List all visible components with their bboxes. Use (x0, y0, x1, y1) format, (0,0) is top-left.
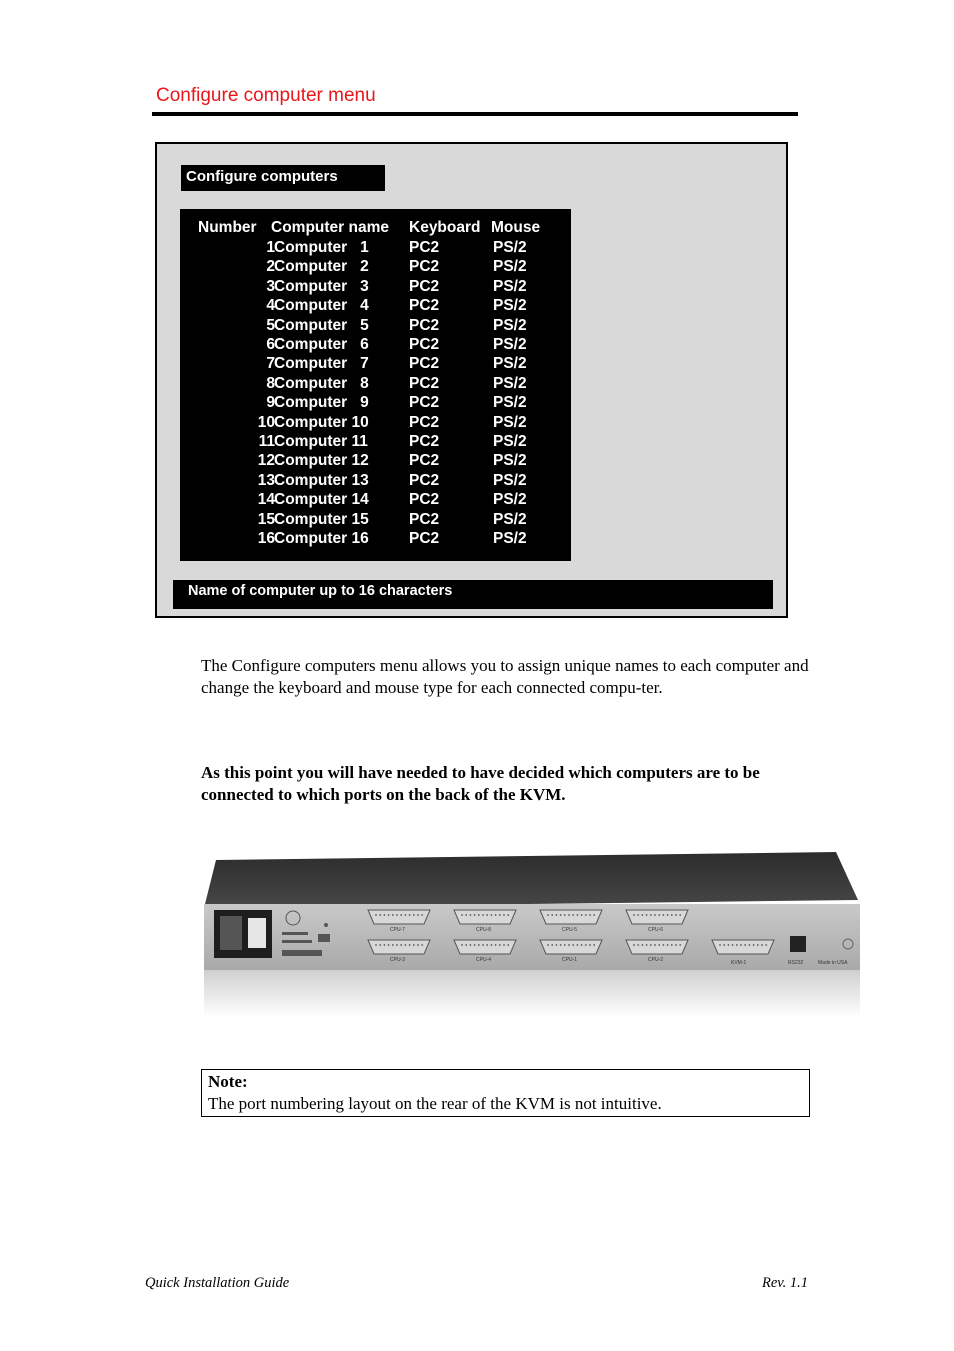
row-keyboard: PC2 (409, 433, 440, 450)
row-mouse: PS/2 (493, 258, 527, 276)
db25-port-icon (368, 910, 430, 924)
row-mouse: PS/2 (493, 413, 527, 431)
row-computer-name: Computer 1 (274, 239, 369, 256)
row-number: 3 (266, 277, 275, 295)
row-keyboard: PC2 (409, 530, 440, 547)
row-keyboard: PC2 (409, 258, 440, 276)
table-row (180, 433, 571, 452)
port-label: CPU-4 (476, 957, 492, 963)
row-mouse: PS/2 (493, 297, 527, 315)
row-computer-name: Computer 3 (274, 277, 369, 295)
row-computer-name: Computer 7 (274, 355, 369, 373)
row-keyboard: PC2 (409, 297, 440, 315)
table-row (180, 278, 571, 297)
row-computer-name: Computer 14 (274, 491, 369, 509)
db25-port-icon (454, 910, 516, 924)
row-number: 9 (266, 394, 275, 412)
row-keyboard: PC2 (409, 355, 440, 373)
port-label: CPU-3 (390, 957, 406, 963)
heading-rule (152, 112, 798, 116)
row-keyboard: PC2 (409, 471, 440, 489)
row-mouse: PS/2 (493, 530, 527, 547)
body-paragraph: The Configure computers menu allows you to assign unique names to each computer and change the keyboard and mouse type for each connected compu-ter. (201, 656, 809, 697)
row-mouse: PS/2 (493, 394, 527, 412)
row-keyboard: PC2 (409, 336, 440, 353)
db25-port-icon (626, 940, 688, 954)
row-mouse: PS/2 (493, 433, 527, 450)
row-keyboard: PC2 (409, 239, 440, 256)
note-text: The port numbering layout on the rear of the KVM is not intuitive. (208, 1094, 662, 1113)
row-keyboard: PC2 (409, 413, 440, 431)
row-number: 1 (266, 239, 275, 256)
status-bar: Name of computer up to 16 characters (173, 580, 773, 609)
table-row (180, 375, 571, 394)
db25-port-icon (626, 910, 688, 924)
rs232-jack-icon (790, 936, 806, 952)
table-row (180, 530, 571, 549)
row-mouse: PS/2 (493, 239, 527, 256)
table-row (180, 491, 571, 510)
port-label: CPU-8 (476, 927, 492, 933)
row-computer-name: Computer 5 (274, 316, 369, 334)
row-keyboard: PC2 (409, 452, 440, 470)
port-label: CPU-7 (390, 927, 406, 933)
db25-port-icon (712, 940, 774, 954)
header-mouse: Mouse (491, 219, 541, 236)
row-computer-name: Computer 11 (274, 433, 368, 450)
port-label: CPU-5 (562, 927, 578, 933)
table-row (180, 511, 571, 530)
table-row (180, 414, 571, 433)
row-keyboard: PC2 (409, 510, 440, 528)
menu-title: Configure computers (181, 165, 385, 191)
header-keyboard: Keyboard (409, 219, 481, 236)
header-computer-name: Computer name (271, 219, 389, 236)
row-computer-name: Computer 15 (274, 510, 369, 528)
row-keyboard: PC2 (409, 316, 440, 334)
row-number: 14 (257, 491, 275, 509)
power-module-icon (214, 910, 272, 958)
header-number: Number (198, 219, 257, 236)
table-row (180, 239, 571, 258)
row-computer-name: Computer 16 (274, 530, 369, 547)
row-mouse: PS/2 (493, 374, 527, 392)
table-row (180, 336, 571, 355)
row-computer-name: Computer 8 (274, 374, 369, 392)
row-computer-name: Computer 13 (274, 471, 369, 489)
footer-title: Quick Installation Guide (145, 1275, 290, 1291)
table-row (180, 297, 571, 316)
note-box (201, 1069, 810, 1117)
row-number: 4 (266, 297, 275, 315)
row-number: 15 (257, 510, 275, 528)
row-number: 5 (266, 316, 275, 334)
table-row (180, 472, 571, 491)
kvm-rear-photo (196, 848, 864, 1028)
row-number: 10 (257, 413, 275, 431)
row-computer-name: Computer 12 (274, 452, 369, 470)
table-row (180, 355, 571, 374)
row-number: 2 (266, 258, 275, 276)
table-row (180, 452, 571, 471)
row-mouse: PS/2 (493, 510, 527, 528)
row-mouse: PS/2 (493, 277, 527, 295)
section-heading: Configure computer menu (156, 85, 376, 106)
made-in-label: Made in USA (818, 960, 848, 966)
row-number: 8 (266, 374, 275, 392)
db25-port-icon (368, 940, 430, 954)
row-keyboard: PC2 (409, 277, 440, 295)
row-computer-name: Computer 4 (274, 297, 369, 315)
row-number: 6 (266, 336, 275, 353)
row-keyboard: PC2 (409, 491, 440, 509)
row-number: 7 (266, 355, 275, 373)
row-number: 13 (257, 471, 275, 489)
row-mouse: PS/2 (493, 336, 527, 353)
row-keyboard: PC2 (409, 374, 440, 392)
row-keyboard: PC2 (409, 394, 440, 412)
row-mouse: PS/2 (493, 355, 527, 373)
port-label: CPU-1 (562, 957, 578, 963)
row-number: 12 (257, 452, 275, 470)
kvm-port-label: KVM-1 (731, 960, 747, 966)
row-computer-name: Computer 10 (274, 413, 369, 431)
table-row (180, 317, 571, 336)
row-mouse: PS/2 (493, 452, 527, 470)
bold-paragraph: As this point you will have needed to have decided which computers are to be connected to which ports on the back of the KVM. (201, 763, 760, 804)
table-row (180, 258, 571, 277)
db25-port-icon (540, 910, 602, 924)
db25-port-icon (454, 940, 516, 954)
row-mouse: PS/2 (493, 316, 527, 334)
row-computer-name: Computer 6 (274, 336, 369, 353)
row-number: 11 (258, 433, 275, 450)
footer-revision: Rev. 1.1 (761, 1275, 808, 1291)
row-number: 16 (257, 530, 275, 547)
rs232-label: RS232 (788, 960, 804, 966)
port-label: CPU-6 (648, 927, 664, 933)
row-mouse: PS/2 (493, 471, 527, 489)
computer-table (180, 209, 571, 561)
db25-port-icon (540, 940, 602, 954)
row-computer-name: Computer 2 (274, 258, 369, 276)
row-computer-name: Computer 9 (274, 394, 369, 412)
note-label: Note: (208, 1072, 248, 1091)
row-mouse: PS/2 (493, 491, 527, 509)
table-row (180, 394, 571, 413)
port-label: CPU-2 (648, 957, 664, 963)
